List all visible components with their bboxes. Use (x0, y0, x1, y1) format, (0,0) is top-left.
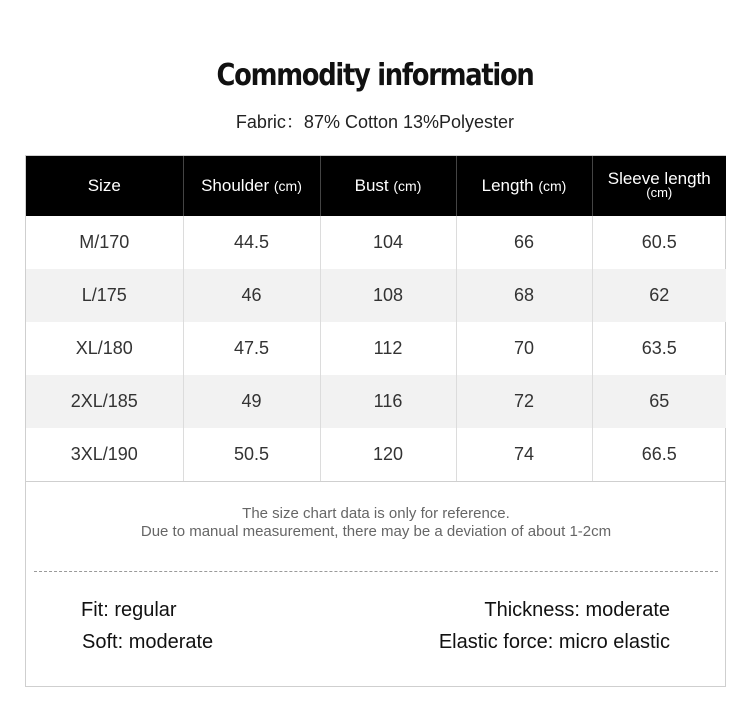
header-bust: Bust (cm) (320, 156, 456, 216)
cell-shoulder: 47.5 (183, 322, 320, 375)
cell-size: M/170 (26, 216, 183, 269)
table-header-row (26, 156, 726, 216)
table-row (26, 269, 726, 322)
table-row (26, 216, 726, 269)
table-row (26, 428, 726, 482)
cell-length: 72 (456, 375, 592, 428)
header-sleeve-length: Sleeve length (cm) (592, 156, 726, 216)
dashed-divider (34, 571, 718, 572)
cell-size: 2XL/185 (26, 375, 183, 428)
cell-bust: 112 (320, 322, 456, 375)
cell-bust: 108 (320, 269, 456, 322)
note-line-2: Due to manual measurement, there may be a deviation of about 1-2cm (140, 523, 612, 540)
header-size: Size (26, 156, 183, 216)
cell-shoulder: 46 (183, 269, 320, 322)
cell-size: L/175 (26, 269, 183, 322)
header-length: Length (cm) (456, 156, 592, 216)
reference-note (26, 505, 726, 541)
size-chart-card (25, 155, 726, 687)
cell-shoulder: 49 (183, 375, 320, 428)
fit-attribute: Fit: regular (81, 599, 177, 621)
header-shoulder: Shoulder (cm) (183, 156, 320, 216)
table-row (26, 375, 726, 428)
cell-length: 68 (456, 269, 592, 322)
cell-length: 74 (456, 428, 592, 482)
cell-length: 66 (456, 216, 592, 269)
elastic-attribute: Elastic force: micro elastic (438, 631, 670, 653)
cell-sleeve-length: 60.5 (641, 232, 677, 252)
cell-size: XL/180 (26, 322, 183, 375)
cell-bust: 120 (320, 428, 456, 482)
note-line-1: The size chart data is only for reference. (242, 505, 510, 522)
cell-bust: 104 (320, 216, 456, 269)
cell-sleeve-length: 66.5 (592, 428, 726, 482)
cell-sleeve-length: 62 (592, 269, 726, 322)
cell-length: 70 (456, 322, 592, 375)
table-row (26, 322, 726, 375)
page-title: Commodity information (216, 58, 534, 93)
cell-shoulder: 50.5 (183, 428, 320, 482)
cell-sleeve-length: 65 (592, 375, 726, 428)
soft-attribute: Soft: moderate (82, 631, 214, 653)
size-table (26, 156, 726, 482)
cell-shoulder: 44.5 (183, 216, 320, 269)
cell-size: 3XL/190 (26, 428, 183, 482)
fabric-info: Fabric：87% Cotton 13%Polyester (235, 112, 515, 132)
cell-sleeve-length: 63.5 (641, 338, 677, 358)
cell-bust: 116 (320, 375, 456, 428)
thickness-attribute: Thickness: moderate (484, 599, 670, 621)
